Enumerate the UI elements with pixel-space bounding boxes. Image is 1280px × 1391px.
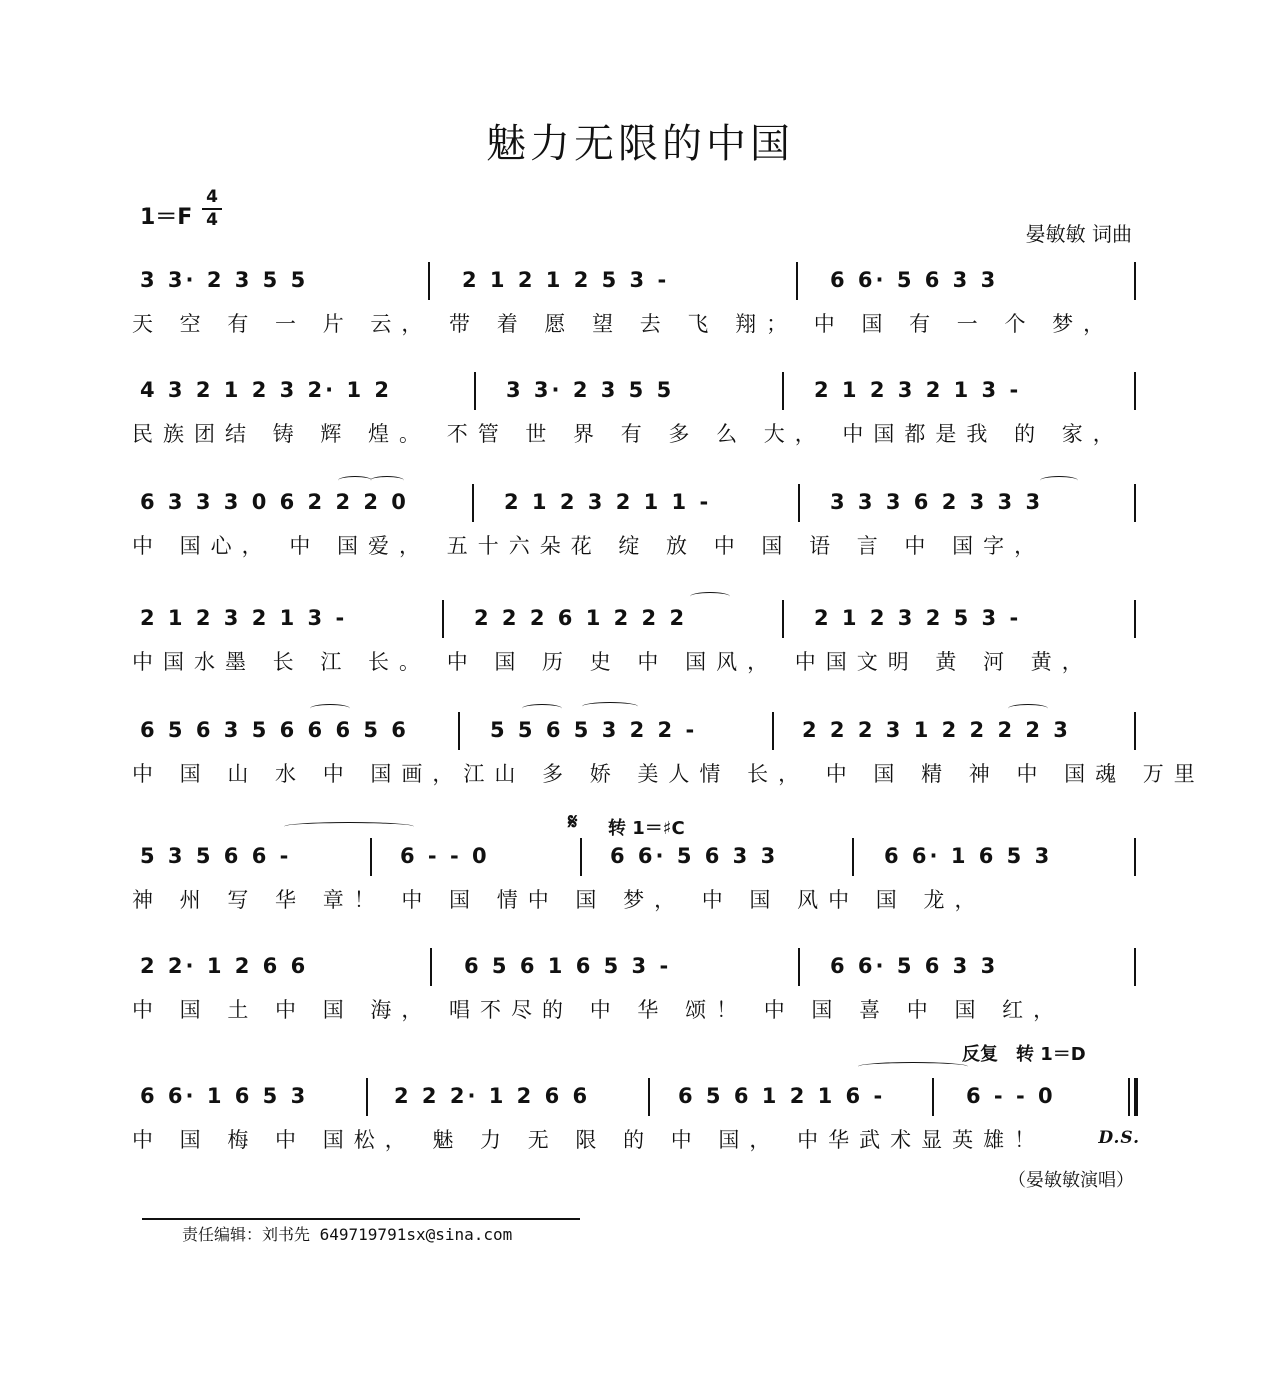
barline: [428, 262, 430, 300]
lyrics-line: 中 国 梅 中 国松， 魅 力 无 限 的 中 国， 中华武术显英雄！: [132, 1128, 1046, 1152]
barline: [430, 948, 432, 986]
page-title: 魅力无限的中国: [486, 121, 794, 167]
measure: 6 5 6 1 2 1 6 -: [678, 1084, 886, 1108]
barline: [1134, 712, 1136, 750]
barline: [1134, 372, 1136, 410]
measure: 6 6· 5 6 3 3: [610, 844, 779, 868]
barline: [798, 484, 800, 522]
measure: 4 3 2 1 2 3 2· 1 2: [140, 378, 392, 402]
time-signature: [200, 188, 224, 230]
lyrics-line: 民族团结 铸 辉 煌。 不管 世 界 有 多 么 大， 中国都是我 的 家，: [132, 422, 1124, 446]
barline: [442, 600, 444, 638]
lyrics-line: 中国水墨 长 江 长。 中 国 历 史 中 国风， 中国文明 黄 河 黄，: [132, 650, 1093, 674]
notes-line: [132, 954, 1140, 994]
barline: [370, 838, 372, 876]
lyrics-line: 中 国 土 中 国 海， 唱不尽的 中 华 颂！ 中 国 喜 中 国 红，: [132, 998, 1065, 1022]
tie: [858, 1062, 968, 1071]
repeat-end-barline-thick: [1134, 1078, 1138, 1116]
measure: 6 6· 5 6 3 3: [830, 268, 999, 292]
measure: 6 - - 0: [966, 1084, 1056, 1108]
notes-line: [132, 718, 1140, 758]
slur: [310, 704, 350, 713]
measure: 6 6· 5 6 3 3: [830, 954, 999, 978]
barline: [1134, 600, 1136, 638]
time-signature-top: 4: [206, 187, 218, 207]
measure: 2 1 2 3 2 1 3 -: [140, 606, 348, 630]
measure: 6 5 6 3 5 6 6 6 5 6: [140, 718, 409, 742]
performer-credit: （晏敏敏演唱）: [1008, 1170, 1134, 1191]
modulation-label: 转 1＝D: [1016, 1044, 1086, 1065]
barline: [932, 1078, 934, 1116]
barline: [852, 838, 854, 876]
barline: [1134, 484, 1136, 522]
notes-line: [132, 490, 1140, 530]
barline: [772, 712, 774, 750]
music-system-8: [132, 1044, 1140, 1174]
slur: [1040, 476, 1078, 485]
music-system-1: [132, 268, 1140, 358]
notes-line: [132, 268, 1140, 308]
measure: 6 - - 0: [400, 844, 490, 868]
slur: [370, 476, 404, 485]
slur: [522, 704, 562, 713]
barline: [648, 1078, 650, 1116]
music-system-6: [132, 810, 1140, 934]
measure: 2 2 2· 1 2 6 6: [394, 1084, 591, 1108]
measure: 5 3 5 6 6 -: [140, 844, 292, 868]
lyrics-line: 天 空 有 一 片 云， 带 着 愿 望 去 飞 翔； 中 国 有 一 个 梦，: [132, 312, 1115, 336]
measure: 3 3 3 6 2 3 3 3: [830, 490, 1044, 514]
footer-divider: [142, 1218, 580, 1220]
notes-line: [132, 1084, 1140, 1124]
lyrics-line: 中 国心， 中 国爱， 五十六朵花 绽 放 中 国 语 言 中 国字，: [132, 534, 1046, 558]
measure: 3 3· 2 3 5 5: [140, 268, 309, 292]
music-system-2: [132, 378, 1140, 468]
lyrics-line: 神 州 写 华 章！ 中 国 情中 国 梦， 中 国 风中 国 龙，: [132, 888, 986, 912]
barline: [474, 372, 476, 410]
measure: 2 2 2 3 1 2 2 2 2 3: [802, 718, 1071, 742]
key-signature: 1＝F: [140, 205, 193, 230]
measure: 2 1 2 3 2 5 3 -: [814, 606, 1022, 630]
barline: [472, 484, 474, 522]
measure: 6 6· 1 6 5 3: [884, 844, 1053, 868]
measure: 5 5 6 5 3 2 2 -: [490, 718, 698, 742]
segno-sign: 𝄋: [568, 810, 578, 835]
measure: 2 1 2 1 2 5 3 -: [462, 268, 670, 292]
time-signature-bottom: 4: [206, 210, 218, 230]
notes-line: [132, 844, 1140, 884]
barline: [580, 838, 582, 876]
slur: [1008, 704, 1048, 713]
barline: [782, 600, 784, 638]
barline: [796, 262, 798, 300]
barline: [1134, 838, 1136, 876]
footer-editor: 责任编辑：刘书先 649719791sx@sina.com: [182, 1225, 513, 1244]
music-system-4: [132, 606, 1140, 696]
measure: 2 2 2 6 1 2 2 2: [474, 606, 688, 630]
barline: [782, 372, 784, 410]
barline: [1134, 262, 1136, 300]
measure: 2 1 2 3 2 1 1 -: [504, 490, 712, 514]
ds-marking: D.S.: [1098, 1128, 1140, 1148]
credits: 晏敏敏 词曲: [1025, 222, 1132, 246]
slur: [338, 476, 372, 485]
barline: [798, 948, 800, 986]
lyrics-line: 中 国 山 水 中 国画，江山 多 娇 美人情 长， 中 国 精 神 中 国魂 万里: [132, 762, 1205, 786]
music-system-7: [132, 954, 1140, 1044]
barline: [366, 1078, 368, 1116]
measure: 2 1 2 3 2 1 3 -: [814, 378, 1022, 402]
measure: 3 3· 2 3 5 5: [506, 378, 675, 402]
barline: [458, 712, 460, 750]
repeat-label: 反复: [962, 1044, 998, 1065]
measure: 6 5 6 1 6 5 3 -: [464, 954, 672, 978]
music-system-5: [132, 718, 1205, 808]
measure: 6 6· 1 6 5 3: [140, 1084, 309, 1108]
notes-line: [132, 606, 1140, 646]
music-system-3: [132, 490, 1140, 580]
notes-line: [132, 378, 1140, 418]
slur: [690, 592, 730, 601]
repeat-end-barline: [1128, 1078, 1130, 1116]
measure: 2 2· 1 2 6 6: [140, 954, 309, 978]
modulation-label: 转 1＝♯C: [608, 818, 685, 839]
measure: 6 3 3 3 0 6 2 2 2 0: [140, 490, 409, 514]
triplet-bracket: [582, 702, 638, 711]
barline: [1134, 948, 1136, 986]
tie: [284, 822, 414, 831]
